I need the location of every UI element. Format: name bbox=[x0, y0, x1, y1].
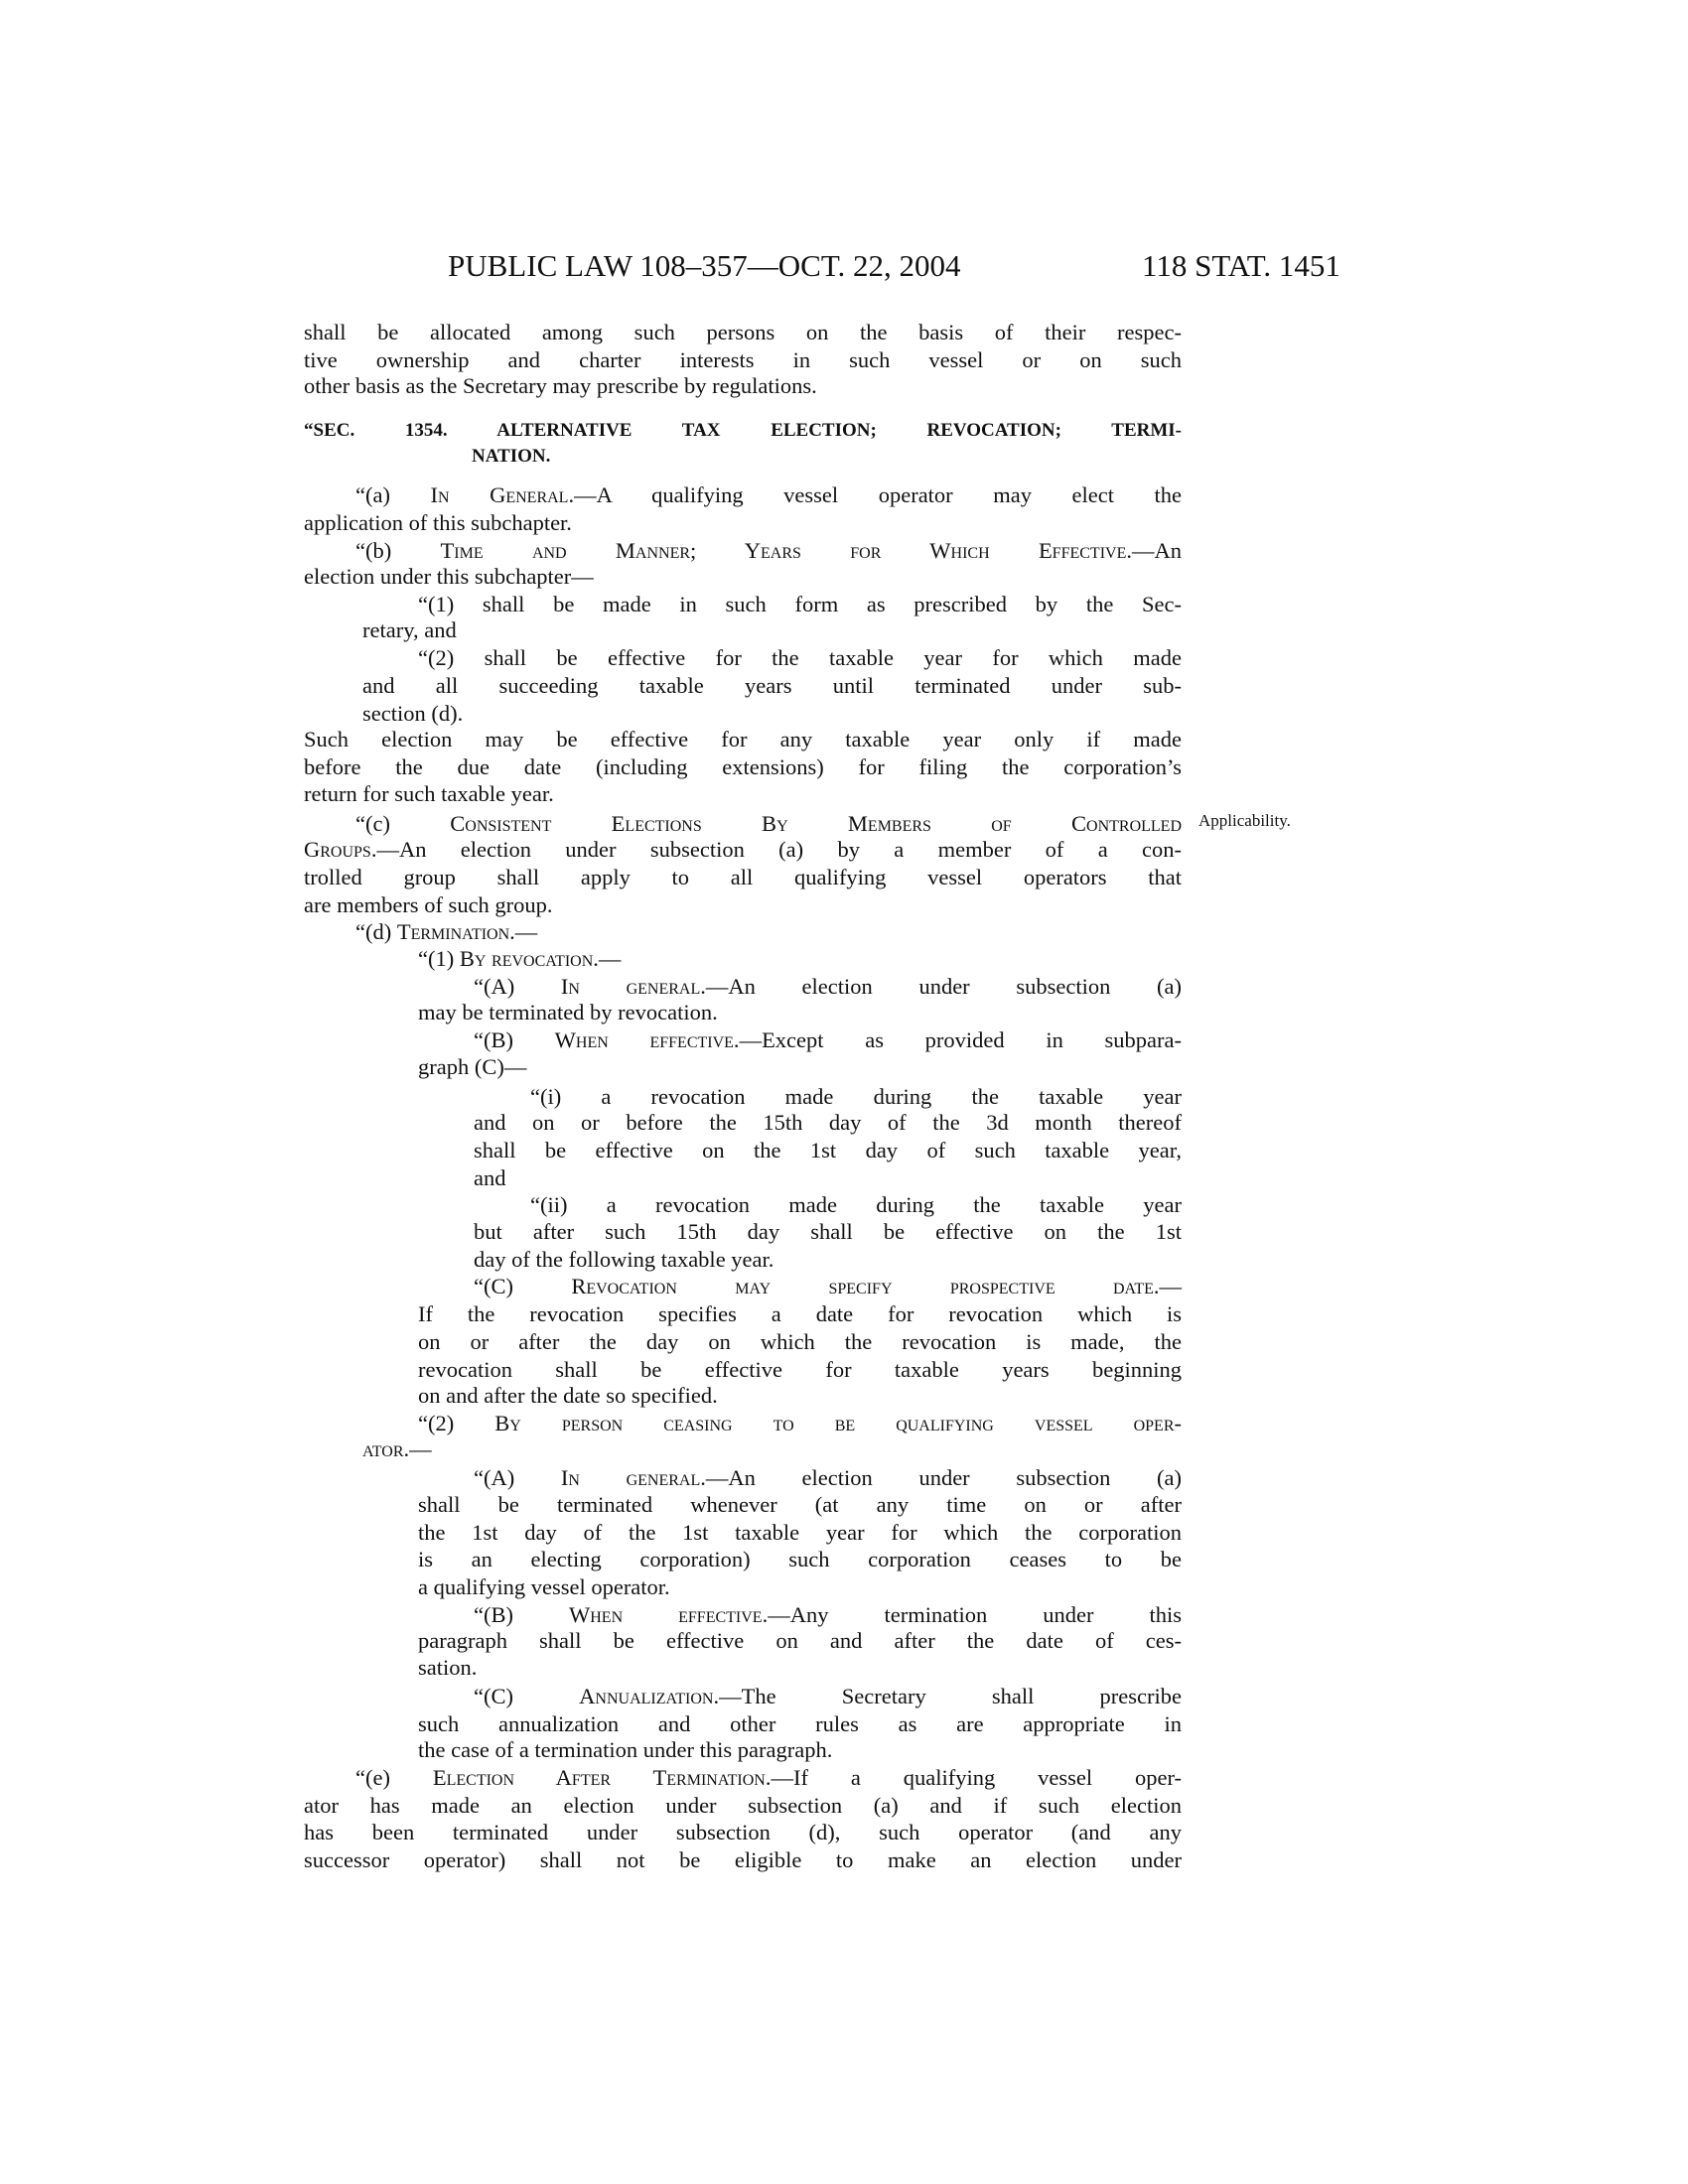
t: —A qualifying vessel operator may elect the bbox=[574, 482, 1182, 507]
text-line: trolled group shall apply to all qualifying vessel operators that bbox=[304, 865, 1182, 889]
text-line: application of this subchapter. bbox=[304, 510, 572, 535]
subsection-heading: Election After Termination. bbox=[432, 1765, 772, 1790]
text-line: such annualization and other rules as are appropriate in bbox=[418, 1711, 1182, 1736]
t: —Except as provided in subpara- bbox=[739, 1027, 1182, 1052]
text-line bbox=[418, 945, 1182, 973]
t: “(2) bbox=[418, 1411, 495, 1435]
text-line: the 1st day of the 1st taxable year for which the corporation bbox=[418, 1520, 1182, 1545]
subsection-heading: By revocation. bbox=[459, 946, 599, 971]
text-line: Such election may be effective for any taxable year only if made bbox=[304, 727, 1182, 751]
t: —An bbox=[1131, 538, 1182, 563]
t: “(C) bbox=[474, 1274, 572, 1298]
text-line: successor operator) shall not be eligible to make an election under bbox=[304, 1847, 1182, 1872]
text-line: return for such taxable year. bbox=[304, 781, 554, 806]
text-line: tive ownership and charter interests in such vessel or on such bbox=[304, 347, 1182, 372]
t: “(1) bbox=[418, 946, 460, 971]
t: “(d) bbox=[355, 919, 397, 944]
text-line bbox=[355, 810, 1182, 838]
subsection-heading: Revocation may specify prospective date. bbox=[571, 1274, 1160, 1298]
text-line: graph (C)— bbox=[418, 1054, 527, 1079]
text-line: “(ii) a revocation made during the taxable year bbox=[530, 1192, 1182, 1217]
text-line: a qualifying vessel operator. bbox=[418, 1574, 670, 1599]
subsection-heading: In general. bbox=[560, 974, 706, 999]
text-line bbox=[474, 1464, 1182, 1492]
t: — bbox=[409, 1436, 432, 1461]
text-line: is an electing corporation) such corporation ceases to be bbox=[418, 1547, 1182, 1571]
text-line: election under this subchapter— bbox=[304, 564, 594, 589]
text-line: but after such 15th day shall be effective on the 1st bbox=[474, 1219, 1182, 1244]
text-line: revocation shall be effective for taxable years beginning bbox=[418, 1357, 1182, 1382]
t: “(e) bbox=[355, 1765, 433, 1790]
text-line: on and after the date so specified. bbox=[418, 1383, 718, 1408]
text-line: If the revocation specifies a date for revocation which is bbox=[418, 1301, 1182, 1326]
t: “(C) bbox=[474, 1684, 580, 1708]
subsection-heading: When effective. bbox=[554, 1027, 740, 1052]
section-heading: NATION. bbox=[472, 446, 551, 467]
text-line bbox=[474, 1273, 1182, 1300]
t: —The Secretary shall prescribe bbox=[719, 1684, 1183, 1708]
t: —An election under subsection (a) by a member of a con- bbox=[376, 837, 1182, 862]
t: — bbox=[598, 946, 622, 971]
t: —If a qualifying vessel oper- bbox=[771, 1765, 1182, 1790]
text-line: and all succeeding taxable years until terminated under sub- bbox=[362, 673, 1182, 698]
text-line bbox=[355, 481, 1182, 509]
t: — bbox=[514, 919, 538, 944]
text-line: day of the following taxable year. bbox=[474, 1247, 774, 1272]
subsection-heading: In general. bbox=[560, 1465, 706, 1490]
subsection-heading: ator. bbox=[362, 1436, 410, 1461]
text-line bbox=[474, 1026, 1182, 1054]
text-line: the case of a termination under this paragraph. bbox=[418, 1737, 833, 1762]
section-heading: “SEC. 1354. ALTERNATIVE TAX ELECTION; REVOCATION; TERMI- bbox=[304, 420, 1182, 441]
t: —An election under subsection (a) bbox=[705, 1465, 1182, 1490]
text-line bbox=[362, 1435, 1182, 1463]
text-line: “(2) shall be effective for the taxable year for which made bbox=[418, 645, 1182, 670]
text-line: before the due date (including extensions) for filing the corporation’s bbox=[304, 754, 1182, 779]
subsection-heading: Termination. bbox=[396, 919, 515, 944]
page-stat-number: 118 STAT. 1451 bbox=[1142, 248, 1340, 283]
text-line: retary, and bbox=[362, 617, 457, 642]
text-line: shall be effective on the 1st day of such taxable year, bbox=[474, 1138, 1182, 1162]
text-line: paragraph shall be effective on and after the date of ces- bbox=[418, 1628, 1182, 1653]
t: “(A) bbox=[474, 974, 561, 999]
subsection-heading: In General. bbox=[430, 482, 575, 507]
t: — bbox=[1159, 1274, 1183, 1298]
subsection-heading: When effective. bbox=[569, 1602, 769, 1627]
t: —Any termination under this bbox=[768, 1602, 1182, 1627]
margin-note: Applicability. bbox=[1198, 811, 1291, 830]
running-header-title: PUBLIC LAW 108–357—OCT. 22, 2004 bbox=[448, 248, 961, 283]
text-line: ator has made an election under subsection (a) and if such election bbox=[304, 1793, 1182, 1818]
subsection-heading: Annualization. bbox=[579, 1684, 720, 1708]
text-line bbox=[418, 1410, 1182, 1437]
text-line: may be terminated by revocation. bbox=[418, 1000, 718, 1024]
text-line: sation. bbox=[418, 1655, 478, 1680]
text-line bbox=[355, 1764, 1182, 1792]
t: “(b) bbox=[355, 538, 441, 563]
subsection-heading: Time and Manner; Years for Which Effective. bbox=[440, 538, 1132, 563]
text-line: “(i) a revocation made during the taxable year bbox=[530, 1084, 1182, 1109]
text-line: section (d). bbox=[362, 701, 464, 726]
text-line: are members of such group. bbox=[304, 892, 553, 917]
text-line: and bbox=[474, 1165, 506, 1190]
subsection-heading: Groups. bbox=[304, 837, 377, 862]
text-line: shall be allocated among such persons on the basis of their respec- bbox=[304, 320, 1182, 344]
text-line: “(1) shall be made in such form as prescribed by the Sec- bbox=[418, 592, 1182, 616]
text-line: shall be terminated whenever (at any time on or after bbox=[418, 1492, 1182, 1517]
text-line: other basis as the Secretary may prescribe by regulations. bbox=[304, 373, 817, 398]
text-line bbox=[355, 537, 1182, 565]
t: —An election under subsection (a) bbox=[705, 974, 1182, 999]
subsection-heading: Consistent Elections By Members of Controlled bbox=[450, 811, 1182, 836]
text-line: on or after the day on which the revocation is made, the bbox=[418, 1329, 1182, 1354]
text-line: has been terminated under subsection (d), such operator (and any bbox=[304, 1820, 1182, 1844]
text-line bbox=[474, 973, 1182, 1001]
t: “(a) bbox=[355, 482, 431, 507]
text-line bbox=[304, 836, 1182, 864]
t: “(A) bbox=[474, 1465, 561, 1490]
text-line bbox=[474, 1601, 1182, 1629]
t: “(B) bbox=[474, 1602, 569, 1627]
subsection-heading: By person ceasing to be qualifying vessel oper- bbox=[494, 1411, 1182, 1435]
t: “(c) bbox=[355, 811, 451, 836]
text-line bbox=[474, 1683, 1182, 1710]
text-line: and on or before the 15th day of the 3d month thereof bbox=[474, 1110, 1182, 1135]
t: “(B) bbox=[474, 1027, 555, 1052]
text-line bbox=[355, 918, 1182, 946]
